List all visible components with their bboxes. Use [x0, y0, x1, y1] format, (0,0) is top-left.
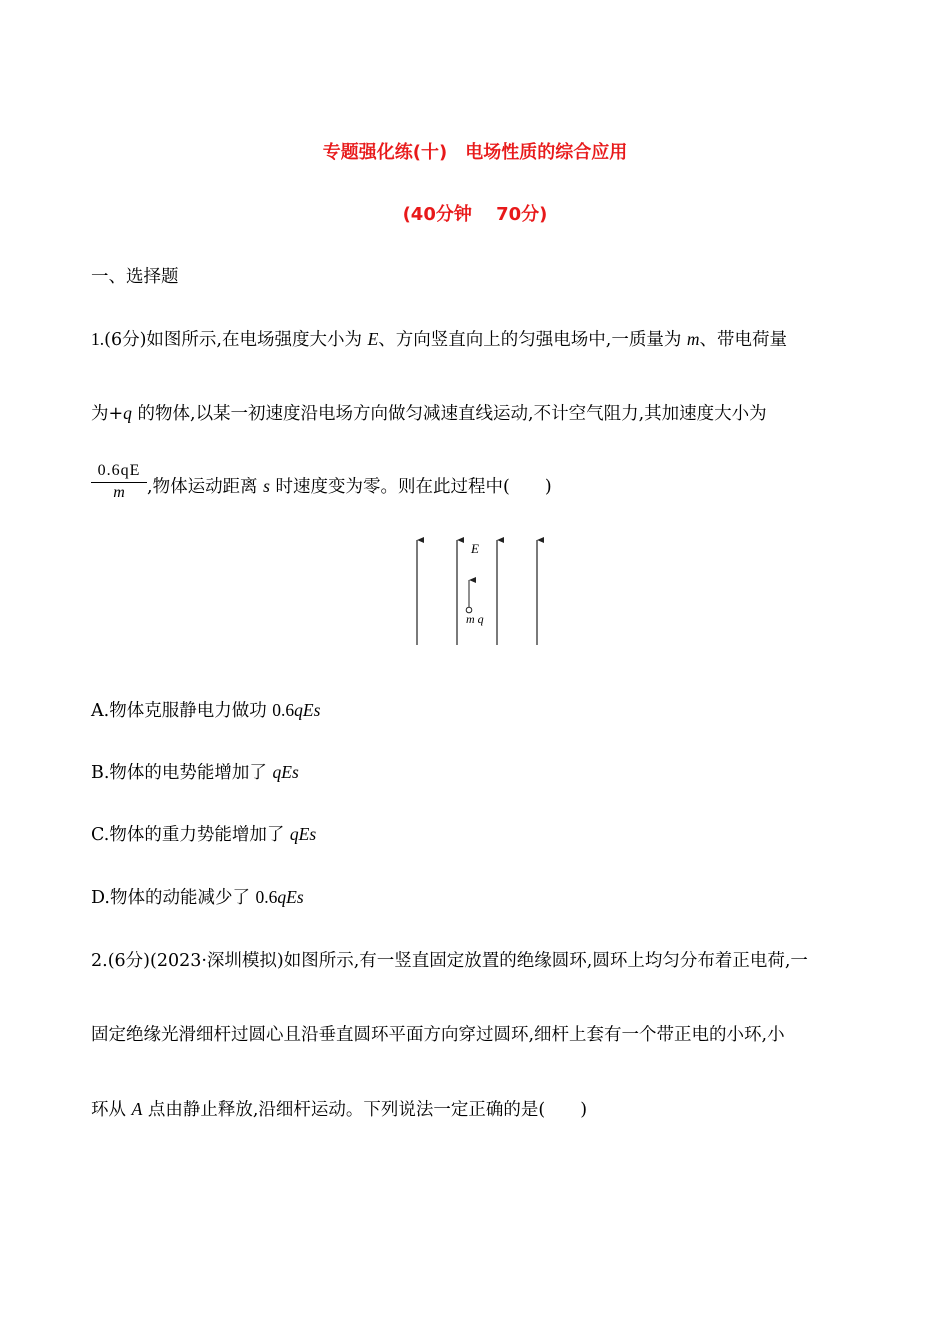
field-label-E: E — [471, 541, 479, 556]
option-a-label: A.物体克服静电力做功 — [91, 701, 273, 721]
option-b — [91, 759, 299, 784]
q1-line3-b: 时速度变为零。则在此过程中( ) — [275, 477, 552, 497]
q1-symbol-m: m — [686, 329, 700, 349]
q1-symbol-q: q — [123, 403, 132, 423]
option-d — [91, 884, 304, 909]
q1-line3-a: ,物体运动距离 — [147, 477, 258, 497]
q1-text-a: 如图所示,在电场强度大小为 — [146, 330, 362, 350]
q2-line-3 — [91, 1096, 587, 1121]
q1-line-3 — [147, 473, 552, 498]
option-c-math: qEs — [289, 824, 317, 844]
option-d-math: qEs — [277, 887, 304, 907]
electric-field-figure — [405, 535, 550, 650]
q2-line-1: 2.(6分)(2023·深圳模拟)如图所示,有一竖直固定放置的绝缘圆环,圆环上均匀分布着正电荷,一 — [91, 951, 808, 971]
option-a — [91, 697, 320, 722]
charge-label: m q — [466, 612, 484, 626]
option-a-math: qEs — [294, 700, 321, 720]
option-c — [91, 821, 316, 846]
q1-line2-b: 的物体,以某一初速度沿电场方向做匀减速直线运动,不计空气阻力,其加速度大小为 — [137, 404, 767, 424]
acceleration-fraction — [91, 462, 147, 502]
fraction-numerator: 0.6qE — [91, 462, 147, 483]
page-subtitle: (40分钟 70分) — [402, 204, 548, 225]
q1-line2-a: 为+ — [91, 404, 124, 424]
option-d-label: D.物体的动能减少了 — [91, 888, 256, 908]
q1-score: (6分) — [104, 330, 147, 350]
q1-line-1 — [91, 326, 787, 351]
q1-symbol-s: s — [263, 476, 270, 496]
q2-line3-a: 环从 — [91, 1100, 126, 1120]
q1-symbol-E: E — [367, 329, 379, 349]
q2-symbol-A: A — [131, 1099, 143, 1119]
option-b-label: B.物体的电势能增加了 — [91, 763, 273, 783]
option-a-value: 0.6 — [272, 700, 295, 720]
q1-line-2 — [91, 400, 767, 425]
fraction-denominator: m — [113, 484, 125, 501]
q1-text-c: 、带电荷量 — [699, 330, 788, 350]
q1-text-b: 、方向竖直向上的匀强电场中,一质量为 — [378, 330, 682, 350]
q2-line-2: 固定绝缘光滑细杆过圆心且沿垂直圆环平面方向穿过圆环,细杆上套有一个带正电的小环,小 — [91, 1025, 785, 1045]
q1-number: 1. — [91, 329, 105, 349]
option-c-label: C.物体的重力势能增加了 — [91, 825, 290, 845]
q2-line3-b: 点由静止释放,沿细杆运动。下列说法一定正确的是( ) — [147, 1100, 588, 1120]
option-d-value: 0.6 — [255, 887, 278, 907]
option-b-math: qEs — [272, 762, 299, 782]
section-heading: 一、选择题 — [91, 267, 179, 287]
page-title: 专题强化练(十) 电场性质的综合应用 — [322, 142, 628, 163]
